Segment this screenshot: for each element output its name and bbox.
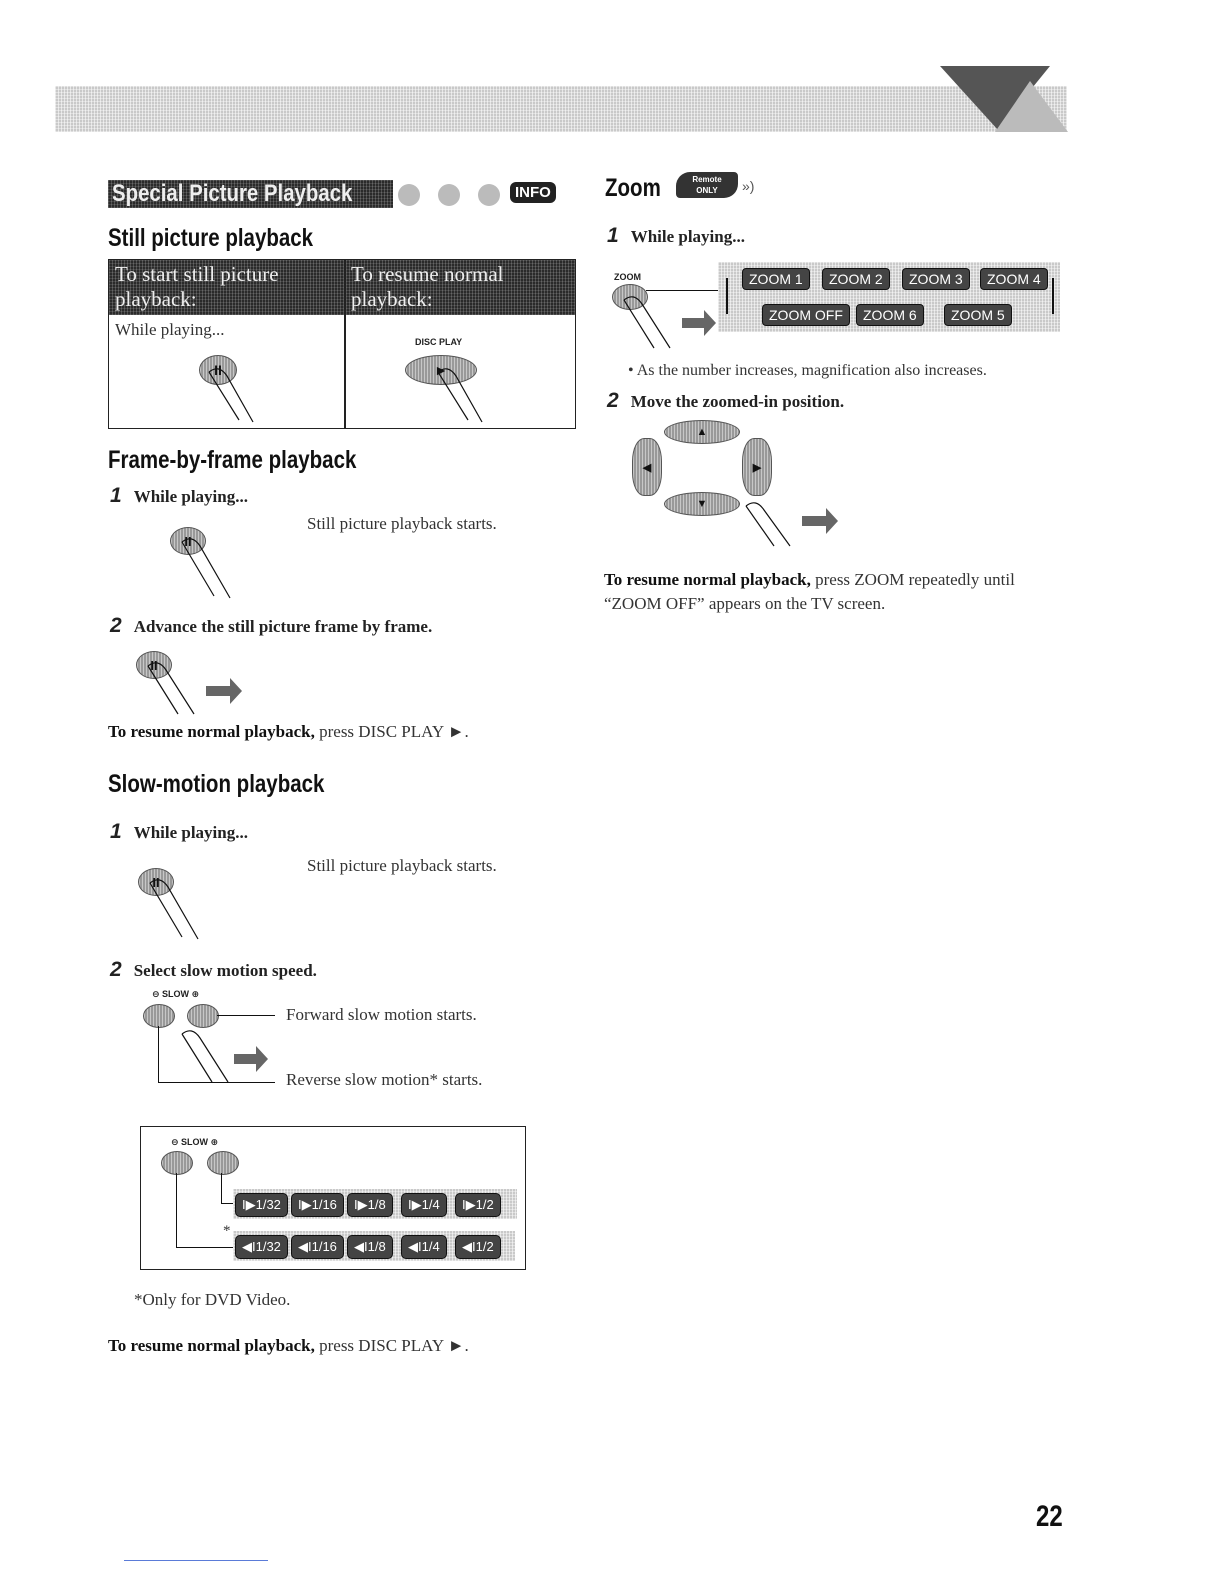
play-button[interactable]: ► xyxy=(405,355,477,385)
header-triangle-icon xyxy=(940,66,1070,136)
zoom-chip: ZOOM 3 xyxy=(902,268,970,290)
slow-speed-box xyxy=(140,1126,526,1270)
forward-speed-row xyxy=(233,1189,517,1219)
up-arrow-button[interactable]: ▲ xyxy=(664,420,740,444)
reverse-text: Reverse slow motion* starts. xyxy=(286,1070,483,1089)
finger-icon xyxy=(434,364,484,424)
finger-icon xyxy=(205,364,255,424)
left-arrow-button[interactable]: ◀ xyxy=(632,438,662,496)
disc-play-label: DISC PLAY xyxy=(415,337,463,347)
still-col1-text: While playing... xyxy=(115,320,225,339)
header-banner xyxy=(55,86,1067,132)
disc-icon xyxy=(398,184,420,206)
speed-chip: I▶1/8 xyxy=(347,1193,393,1217)
slow-footnote: *Only for DVD Video. xyxy=(134,1290,291,1309)
finger-icon xyxy=(178,534,233,600)
slow-plus-button[interactable] xyxy=(187,1004,219,1028)
speed-chip: I▶1/32 xyxy=(235,1193,288,1217)
speed-chip: I▶1/16 xyxy=(291,1193,344,1217)
slow-plus-button[interactable] xyxy=(207,1151,239,1175)
finger-icon xyxy=(620,292,720,352)
zoom-resume: To resume normal playback, press ZOOM repeatedly until “ZOOM OFF” appears on the TV screen. xyxy=(604,570,1015,613)
still-table xyxy=(108,259,576,429)
finger-icon xyxy=(178,1026,278,1088)
speed-chip: ◀I1/4 xyxy=(401,1235,447,1259)
step-number: 2 xyxy=(110,614,122,637)
forward-text: Forward slow motion starts. xyxy=(286,1005,477,1024)
zoom-chip: ZOOM OFF xyxy=(762,304,850,326)
step-number: 1 xyxy=(110,820,122,843)
down-arrow-button[interactable]: ▼ xyxy=(664,492,740,516)
frame-heading: Frame-by-frame playback xyxy=(108,446,357,474)
page-number: 22 xyxy=(1036,1500,1063,1533)
bottom-rule xyxy=(124,1560,268,1561)
speed-chip: ◀I1/32 xyxy=(235,1235,288,1259)
pause-button[interactable]: II xyxy=(199,355,237,385)
pause-button[interactable]: II xyxy=(138,868,174,896)
zoom-chip: ZOOM 6 xyxy=(856,304,924,326)
disc-icon xyxy=(438,184,460,206)
zoom-step1-text: While playing... xyxy=(630,227,745,246)
reverse-speed-row xyxy=(233,1231,515,1261)
zoom-cycle-diagram xyxy=(718,262,1060,332)
speed-chip: I▶1/2 xyxy=(455,1193,501,1217)
still-col2-header: To resume normal playback: xyxy=(351,262,504,311)
frame-step2-text: Advance the still picture frame by frame. xyxy=(133,617,433,636)
still-col1-header: To start still picture playback: xyxy=(115,262,279,311)
finger-icon xyxy=(144,658,254,718)
pause-button[interactable]: II xyxy=(136,651,172,679)
slow-step1-note: Still picture playback starts. xyxy=(307,856,497,875)
section-title-bar xyxy=(108,178,568,210)
zoom-chip: ZOOM 4 xyxy=(980,268,1048,290)
zoom-heading: Zoom xyxy=(605,174,661,202)
slow-label: ⊖ SLOW ⊕ xyxy=(171,1137,219,1147)
slow-step2-text: Select slow motion speed. xyxy=(133,961,317,980)
step-number: 1 xyxy=(110,484,122,507)
speed-chip: I▶1/4 xyxy=(401,1193,447,1217)
slow-step1-text: While playing... xyxy=(133,823,248,842)
speed-chip: ◀I1/8 xyxy=(347,1235,393,1259)
slow-label: ⊖ SLOW ⊕ xyxy=(152,989,200,999)
frame-step1-text: While playing... xyxy=(133,487,248,506)
speed-chip: ◀I1/16 xyxy=(291,1235,344,1259)
slow-minus-button[interactable] xyxy=(143,1004,175,1028)
step-number: 2 xyxy=(110,958,122,981)
asterisk: * xyxy=(223,1223,231,1239)
slow-resume: To resume normal playback, press DISC PLAY ►. xyxy=(108,1336,469,1355)
remote-only-badge: Remote ONLY xyxy=(676,172,738,198)
finger-icon xyxy=(146,875,201,941)
still-heading: Still picture playback xyxy=(108,224,314,252)
info-badge: INFO xyxy=(510,182,556,203)
signal-icon: ») xyxy=(742,178,755,194)
zoom-chip: ZOOM 2 xyxy=(822,268,890,290)
pause-button[interactable]: II xyxy=(170,527,206,555)
right-arrow-button[interactable]: ▶ xyxy=(742,438,772,496)
step-number: 2 xyxy=(607,389,619,412)
slow-heading: Slow-motion playback xyxy=(108,770,325,798)
disc-icon xyxy=(478,184,500,206)
zoom-bullet: • As the number increases, magnification also increases. xyxy=(628,362,987,379)
speed-chip: ◀I1/2 xyxy=(455,1235,501,1259)
zoom-label: ZOOM xyxy=(614,272,641,282)
page-title: Special Picture Playback xyxy=(112,180,353,207)
slow-minus-button[interactable] xyxy=(161,1151,193,1175)
zoom-chip: ZOOM 1 xyxy=(742,268,810,290)
step-number: 1 xyxy=(607,224,619,247)
frame-step1-note: Still picture playback starts. xyxy=(307,514,497,533)
frame-resume: To resume normal playback, press DISC PLAY ►. xyxy=(108,722,469,741)
finger-icon xyxy=(742,498,852,550)
zoom-step2-text: Move the zoomed-in position. xyxy=(630,392,845,411)
zoom-chip: ZOOM 5 xyxy=(944,304,1012,326)
